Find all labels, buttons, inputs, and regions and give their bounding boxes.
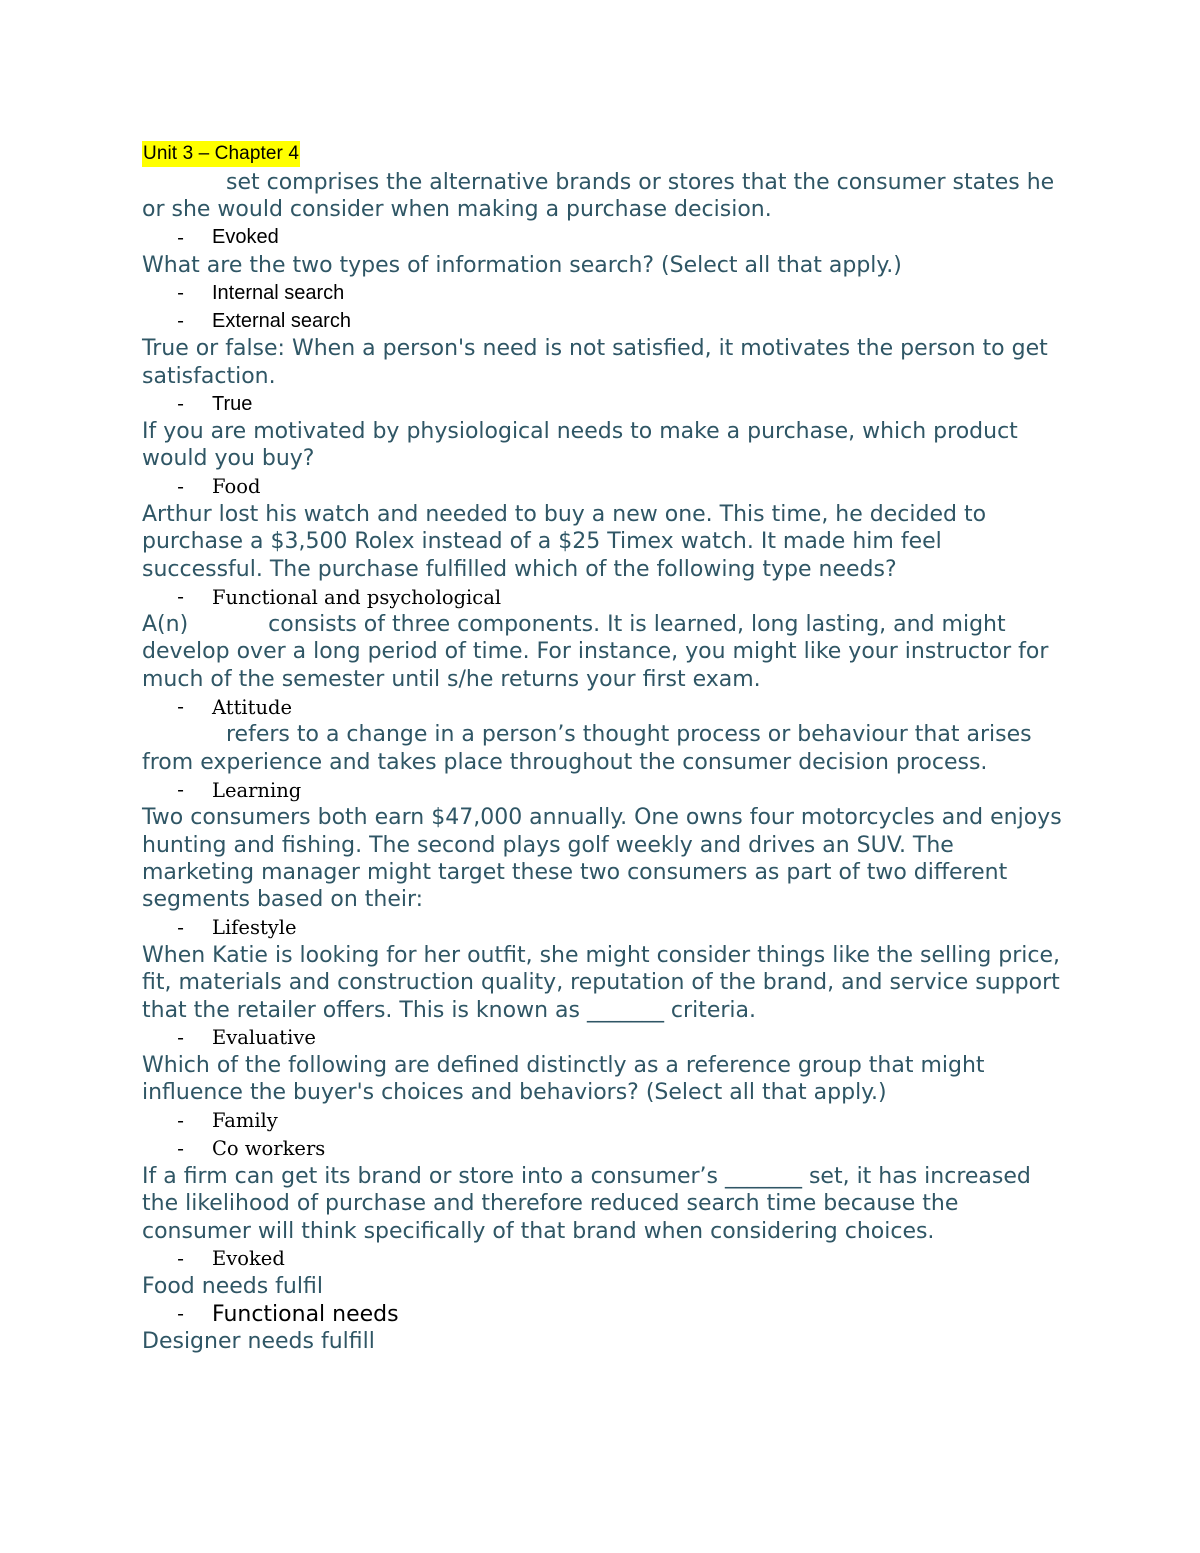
- question-9: When Katie is looking for her outfit, she might consider things like the selling price, fit, materials and construction quality, reputation of the brand, and service support that the retailer offers. This is known as _______ criteria.: [142, 942, 1061, 1023]
- answer-3-1: [142, 390, 1062, 418]
- answer-text: Evaluative: [212, 1026, 316, 1050]
- bullet-dash: -: [177, 1137, 184, 1160]
- answer-8-1: [142, 914, 1062, 942]
- answer-text: Functional and psychological: [212, 585, 502, 609]
- bullet-dash: -: [177, 916, 184, 939]
- question-5: Arthur lost his watch and needed to buy a new one. This time, he decided to purchase a $3,500 Rolex instead of a $25 Timex watch. It made him feel successful. The purchase fulfilled which of the following type needs?: [142, 501, 987, 582]
- bullet-dash: -: [177, 586, 184, 609]
- question-11: If a firm can get its brand or store into a consumer’s _______ set, it has increased the likelihood of purchase and therefore reduced search time because the consumer will think specifically of that brand when considering choices.: [142, 1163, 1031, 1244]
- answer-11-1: [142, 1245, 1062, 1273]
- answer-7-1: [142, 776, 1062, 804]
- question-4: If you are motivated by physiological needs to make a purchase, which product would you buy?: [142, 419, 1018, 472]
- bullet-dash: -: [177, 779, 184, 802]
- answer-12-1: [142, 1300, 1062, 1328]
- question-1: set comprises the alternative brands or stores that the consumer states he or she would consider when making a purchase decision.: [142, 170, 1055, 223]
- answer-text: Co workers: [212, 1137, 326, 1161]
- question-6: A(n) consists of three components. It is learned, long lasting, and might develop over a long period of time. For instance, you might like your instructor for much of the semester until s/he returns your first exam.: [142, 612, 1049, 692]
- answer-2-2: [142, 307, 1062, 335]
- bullet-dash: -: [177, 310, 184, 333]
- question-2: What are the two types of information search? (Select all that apply.): [142, 252, 902, 278]
- question-12: Food needs fulfil: [142, 1273, 323, 1299]
- question-7: refers to a change in a person’s thought process or behaviour that arises from experience and takes place throughout the consumer decision process.: [142, 722, 1032, 775]
- answer-text: Evoked: [212, 1247, 285, 1271]
- bullet-dash: -: [177, 226, 184, 249]
- answer-6-1: [142, 693, 1062, 721]
- bullet-dash: -: [177, 282, 184, 305]
- bullet-dash: -: [177, 393, 184, 416]
- answer-text: Lifestyle: [212, 916, 297, 940]
- document-body: [142, 141, 1062, 1356]
- answer-text: True: [212, 392, 253, 415]
- answer-text: External search: [212, 309, 351, 332]
- question-8: Two consumers both earn $47,000 annually. One owns four motorcycles and enjoys hunting and fishing. The second plays golf weekly and drives an SUV. The marketing manager might target these two consumers as part of two different segments based on their:: [142, 805, 1062, 913]
- document-title: Unit 3 – Chapter 4: [142, 141, 300, 167]
- answer-text: Evoked: [212, 226, 279, 249]
- bullet-dash: -: [177, 1247, 184, 1270]
- answer-10-1: [142, 1107, 1062, 1135]
- bullet-dash: -: [177, 1303, 184, 1326]
- bullet-dash: -: [177, 1026, 184, 1049]
- answer-5-1: [142, 583, 1062, 611]
- answer-text: Learning: [212, 778, 302, 802]
- answer-text: Attitude: [212, 695, 293, 719]
- question-10: Which of the following are defined distinctly as a reference group that might influence the buyer's choices and behaviors? (Select all that apply.): [142, 1052, 985, 1106]
- answer-text: Functional needs: [212, 1301, 399, 1327]
- answer-text: Internal search: [212, 281, 345, 304]
- bullet-dash: -: [177, 475, 184, 498]
- answer-1-1: [142, 224, 1062, 252]
- answer-text: Food: [212, 475, 261, 499]
- answer-2-1: [142, 279, 1062, 307]
- answer-text: Family: [212, 1109, 278, 1133]
- answer-9-1: [142, 1024, 1062, 1052]
- answer-4-1: [142, 473, 1062, 501]
- bullet-dash: -: [177, 1109, 184, 1132]
- question-13: Designer needs fulfill: [142, 1329, 375, 1355]
- answer-10-2: [142, 1135, 1062, 1163]
- bullet-dash: -: [177, 696, 184, 719]
- question-3: True or false: When a person's need is not satisfied, it motivates the person to get satisfaction.: [142, 336, 1048, 389]
